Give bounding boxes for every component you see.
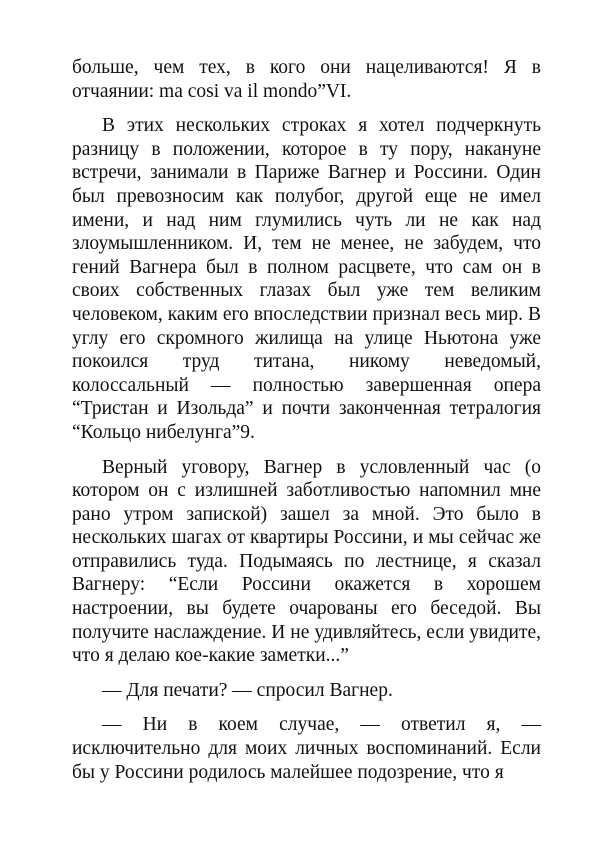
document-page — [72, 56, 541, 795]
paragraph-4: — Для печати? — спросил Вагнер. — [102, 679, 393, 701]
paragraph-1: больше, чем тех, в кого они нацеливаются! Я в отчаянии: ma cosi va il mondo”VI. — [72, 57, 541, 102]
paragraph-5: — Ни в коем случае, — ответил я, — исключительно для моих личных воспоминаний. Если бы у Россини родилось малейшее подозрение, что я — [72, 714, 541, 783]
paragraph-2: В этих нескольких строках я хотел подчеркнуть разницу в положении, которое в ту пору, накануне встречи, занимали в Париже Вагнер и Россини. Один был превозносим как полубог, другой еще не имел имени, и над ним глумились чуть ли не как над злоумышленником. И, тем не менее, не забудем, что гений Вагнера был в полном расцвете, что сам он в своих собственных глазах был уже тем великим человеком, каким его впоследствии признал весь мир. В углу его скромного жилища на улице Ньютона уже покоился труд титана, никому неведомый, колоссальный — полностью завершенная опера “Тристан и Изольда” и почти законченная тетралогия “Кольцо нибелунга”9. — [72, 115, 541, 443]
paragraph-3: Верный уговору, Вагнер в условленный час (о котором он с излишней заботливостью напомнил мне рано утром запиской) зашел за мной. Это было в нескольких шагах от квартиры Россини, и мы сейчас же отправились туда. Подымаясь по лестнице, я сказал Вагнеру: “Если Россини окажется в хорошем настроении, вы будете очарованы его беседой. Вы получите наслаждение. И не удивляйтесь, если увидите, что я делаю кое-какие заметки...” — [72, 456, 541, 667]
